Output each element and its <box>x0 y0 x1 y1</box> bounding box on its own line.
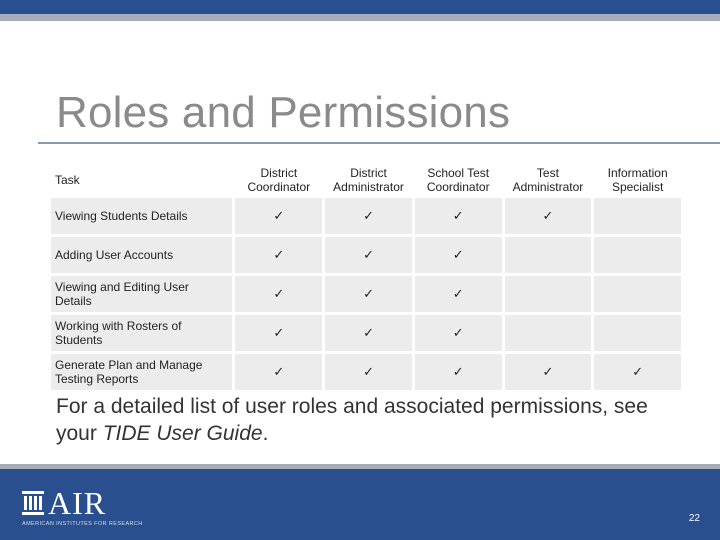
empty-cell <box>505 276 592 312</box>
logo-wordmark: AIR <box>48 485 107 521</box>
note-period: . <box>262 422 269 445</box>
empty-cell <box>505 237 592 273</box>
check-icon: ✓ <box>325 354 412 390</box>
guide-reference-note <box>56 393 676 447</box>
table-header-row <box>51 165 681 195</box>
top-accent-band <box>0 14 720 21</box>
column-header-district-coordinator: District Coordinator <box>235 165 322 195</box>
empty-cell <box>594 276 681 312</box>
table-row <box>51 315 681 351</box>
check-icon: ✓ <box>325 276 412 312</box>
empty-cell <box>594 315 681 351</box>
logo-tagline: AMERICAN INSTITUTES FOR RESEARCH <box>22 521 143 527</box>
air-logo <box>22 485 152 531</box>
check-icon: ✓ <box>235 276 322 312</box>
task-cell: Viewing and Editing User Details <box>51 276 232 312</box>
check-icon: ✓ <box>325 237 412 273</box>
guide-title: TIDE User Guide <box>102 422 263 445</box>
slide-title: Roles and Permissions <box>56 88 511 137</box>
table-row <box>51 237 681 273</box>
check-icon: ✓ <box>415 354 502 390</box>
title-underline <box>38 142 720 144</box>
column-header-information-specialist: Information Specialist <box>594 165 681 195</box>
task-cell: Viewing Students Details <box>51 198 232 234</box>
check-icon: ✓ <box>325 315 412 351</box>
check-icon: ✓ <box>415 276 502 312</box>
column-header-district-administrator: District Administrator <box>325 165 412 195</box>
check-icon: ✓ <box>325 198 412 234</box>
check-icon: ✓ <box>505 354 592 390</box>
check-icon: ✓ <box>415 237 502 273</box>
check-icon: ✓ <box>235 237 322 273</box>
task-column-header: Task <box>51 165 232 195</box>
check-icon: ✓ <box>235 315 322 351</box>
check-icon: ✓ <box>594 354 681 390</box>
permissions-table <box>48 162 684 393</box>
footer-band <box>0 469 720 540</box>
top-band <box>0 0 720 14</box>
task-cell: Generate Plan and Manage Testing Reports <box>51 354 232 390</box>
column-header-school-test-coordinator: School Test Coordinator <box>415 165 502 195</box>
task-cell: Adding User Accounts <box>51 237 232 273</box>
empty-cell <box>505 315 592 351</box>
page-number: 22 <box>688 513 700 524</box>
table-row <box>51 354 681 390</box>
check-icon: ✓ <box>505 198 592 234</box>
check-icon: ✓ <box>235 354 322 390</box>
check-icon: ✓ <box>415 198 502 234</box>
empty-cell <box>594 198 681 234</box>
column-header-test-administrator: Test Administrator <box>505 165 592 195</box>
task-cell: Working with Rosters of Students <box>51 315 232 351</box>
building-icon <box>22 491 44 515</box>
check-icon: ✓ <box>415 315 502 351</box>
empty-cell <box>594 237 681 273</box>
table-row <box>51 276 681 312</box>
note-text: For a detailed list of user roles and associated permissions, see your <box>56 395 648 445</box>
check-icon: ✓ <box>235 198 322 234</box>
table-row <box>51 198 681 234</box>
